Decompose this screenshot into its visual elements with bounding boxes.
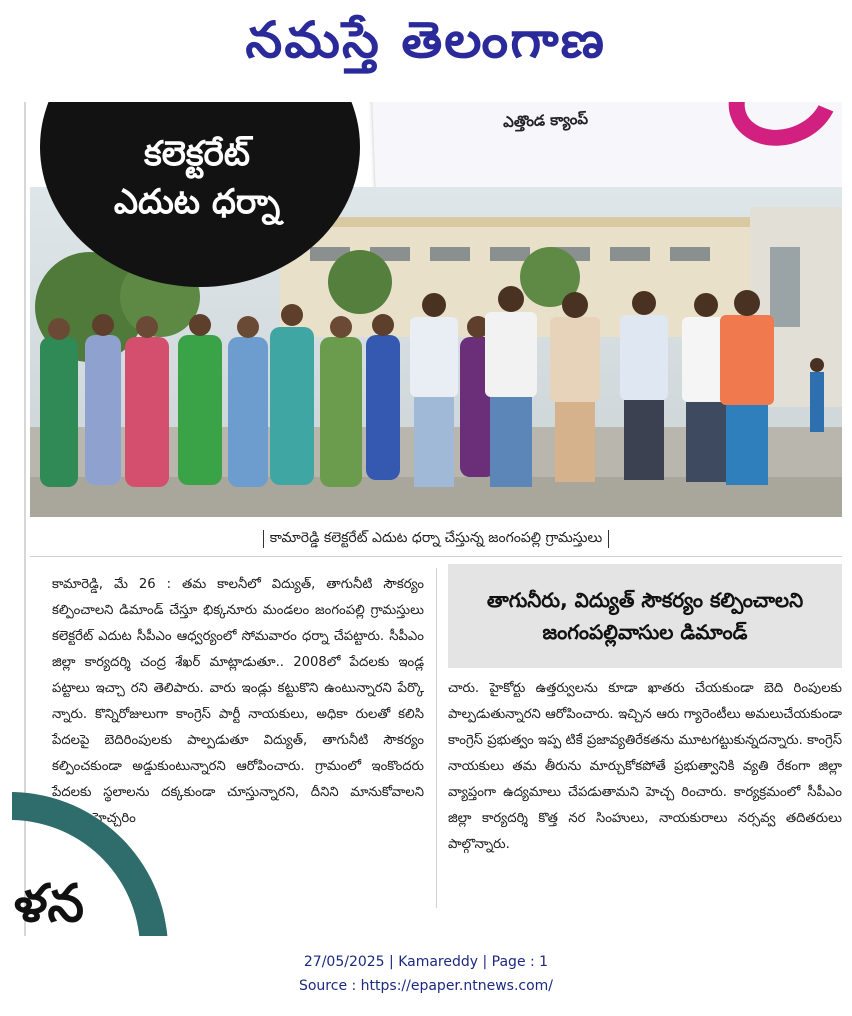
newspaper-clipping xyxy=(12,102,842,936)
bottom-fragment-text: ళన xyxy=(14,874,85,934)
bubble-line-2: ఎదుట ధర్నా xyxy=(113,182,281,222)
bubble-line-1: కలెక్టరేట్ xyxy=(143,134,250,174)
bubble-headline xyxy=(67,130,327,226)
column-divider xyxy=(436,568,437,908)
caption-bar-right xyxy=(608,530,609,548)
caption-text: కామారెడ్డి కలెక్టరేట్ ఎదుట ధర్నా చేస్తున్న జంగంపల్లి గ్రామస్తులు xyxy=(269,529,603,546)
footer-source-line: Source : https://epaper.ntnews.com/ xyxy=(298,978,554,994)
article-headline: తాగునీరు, విద్యుత్ సౌకర్యం కల్పించాలని జంగంపల్లివాసుల డిమాండ్ xyxy=(486,588,804,644)
masthead xyxy=(0,0,852,92)
fragment-text: ఎత్తొండ క్యాంప్ xyxy=(502,109,589,131)
masthead-title: నమస్తే తెలంగాణ xyxy=(245,10,607,69)
page-footer xyxy=(0,950,852,998)
caption-bar-left xyxy=(263,530,264,548)
article-column-2: చారు. హైకోర్టు ఉత్తర్వులను కూడా ఖాతరు చేయకుండా బెది రింపులకు పాల్పడుతున్నారని ఆరోపించారు. ఇచ్చిన ఆరు గ్యారెంటీలు అమలుచేయకుండా కాంగ్రెస్ ప్రభుత్వం ఇప్ప టికే ప్రజావ్యతిరేకతను మూటగట్టుకున్నదన్నారు. కాంగ్రెస్ నాయకులు తమ తీరును మార్చుకోకపోతే ప్రభుత్వానికి వ్యతి రేకంగా జిల్లా వ్యాప్తంగా ఉద్యమాలు చేపడుతామని హెచ్చ రించారు. కార్యక్రమంలో సీపీఎం జిల్లా కార్యదర్శి కొత్త నర సింహులు, నాయకురాలు నర్సవ్వ తదితరులు పాల్గొన్నారు. xyxy=(448,681,842,852)
magenta-swirl-graphic xyxy=(714,102,842,162)
photo-caption xyxy=(30,522,842,557)
article-column-1: కామారెడ్డి, మే 26 : తమ కాలనీలో విద్యుత్, తాగునీటి సౌకర్యం కల్పించాలని డిమాండ్ చేస్తూ భిక్కనూరు మండలం జంగంపల్లి గ్రామస్తులు కలెక్టరేట్ ఎదుట సీపీఎం ఆధ్వర్యంలో సోమవారం ధర్నా చేపట్టారు. సీపీఎం జిల్లా కార్యదర్శి చంద్ర శేఖర్ మాట్లాడుతూ.. 2008లో పేదలకు ఇండ్ల పట్టాలు ఇచ్చా రని తెలిపారు. వారు ఇండ్లు కట్టుకొని ఉంటున్నారని పేర్కొ న్నారు. కొన్నిరోజులుగా కాంగ్రెస్ పార్టీ నాయకులు, అధికా రులతో కలిసి పేదలపై బెదిరింపులకు పాల్పడుతూ విద్యుత్, తాగునీటి సౌకర్యం కల్పించకుండా అడ్డుకుంటున్నారని ఆరోపించారు. గ్రామంలో ఇంకొందరు పేదలకు స్థలాలను దక్కకుండా చూస్తున్నారని, దీనిని మానుకోవాలని ఆయన హెచ్చరిం xyxy=(52,577,424,826)
footer-date-line: 27/05/2025 | Kamareddy | Page : 1 xyxy=(303,954,549,970)
article-headline-box xyxy=(448,564,842,668)
